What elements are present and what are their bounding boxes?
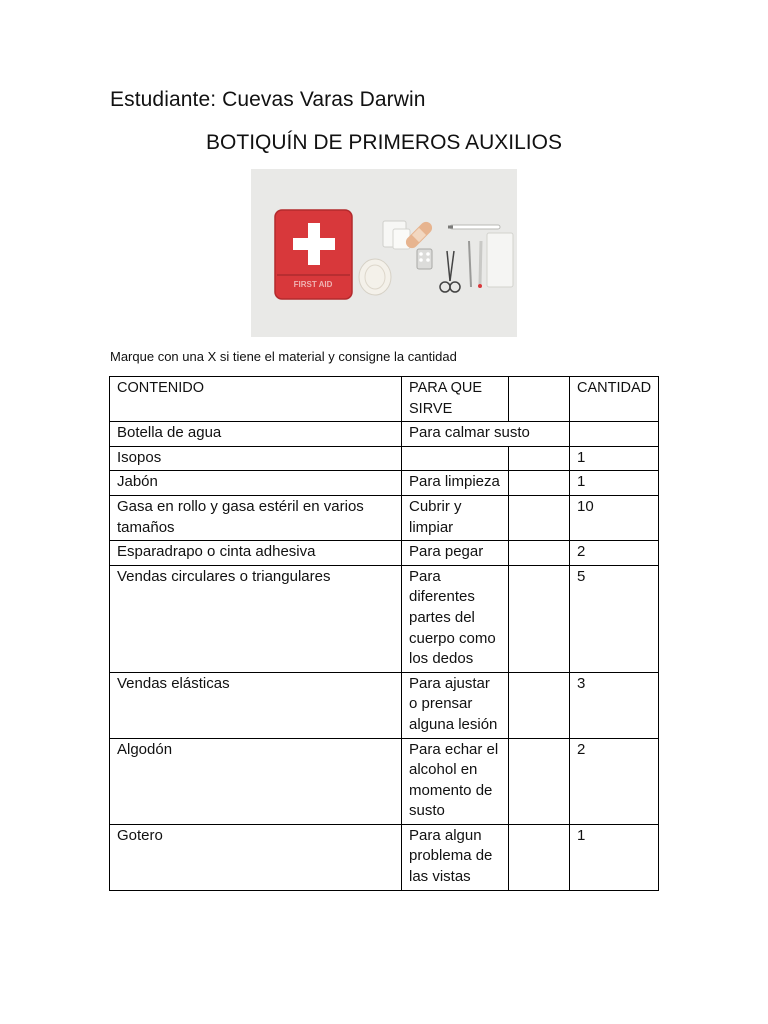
thermometer <box>450 225 500 229</box>
header-cantidad: CANTIDAD <box>570 377 659 422</box>
cell-cantidad: 3 <box>570 672 659 738</box>
cell-check <box>509 672 570 738</box>
student-name: Estudiante: Cuevas Varas Darwin <box>110 88 426 111</box>
first-aid-kit-photo <box>251 169 517 337</box>
cell-contenido: Algodón <box>110 738 402 824</box>
kit-label: FIRST AID <box>293 280 333 289</box>
cell-para-que-sirve: Para pegar <box>402 541 509 566</box>
cell-para-que-sirve: Para limpieza <box>402 471 509 496</box>
sterile-envelope <box>487 233 513 287</box>
kit-contents-table <box>109 376 659 891</box>
cell-cantidad: 10 <box>570 495 659 540</box>
cell-cantidad: 1 <box>570 471 659 496</box>
table-row <box>110 672 659 738</box>
cell-contenido: Esparadrapo o cinta adhesiva <box>110 541 402 566</box>
pill-pack <box>417 249 432 269</box>
cell-check <box>509 446 570 471</box>
cell-cantidad: 2 <box>570 738 659 824</box>
cell-cantidad: 1 <box>570 824 659 890</box>
cell-cantidad <box>570 422 659 447</box>
page-title: BOTIQUÍN DE PRIMEROS AUXILIOS <box>206 131 562 154</box>
cell-check <box>509 541 570 566</box>
cell-para-que-sirve: Para echar el alcohol en momento de susto <box>402 738 509 824</box>
cell-contenido: Isopos <box>110 446 402 471</box>
table-row <box>110 824 659 890</box>
cell-contenido: Gotero <box>110 824 402 890</box>
table-row <box>110 422 659 447</box>
cell-check <box>509 495 570 540</box>
table-row <box>110 541 659 566</box>
cell-para-que-sirve <box>402 446 509 471</box>
cell-para-que-sirve: Cubrir y limpiar <box>402 495 509 540</box>
cell-cantidad: 2 <box>570 541 659 566</box>
cell-check <box>509 824 570 890</box>
cell-check <box>509 471 570 496</box>
cell-contenido: Botella de agua <box>110 422 402 447</box>
dropper <box>480 241 481 284</box>
cell-check <box>509 565 570 672</box>
cell-para-que-sirve: Para ajustar o prensar alguna lesión <box>402 672 509 738</box>
header-check <box>509 377 570 422</box>
table-row <box>110 446 659 471</box>
table-row <box>110 495 659 540</box>
header-contenido: CONTENIDO <box>110 377 402 422</box>
table-row <box>110 565 659 672</box>
cell-contenido: Gasa en rollo y gasa estéril en varios tamaños <box>110 495 402 540</box>
cell-para-que-sirve: Para algun problema de las vistas <box>402 824 509 890</box>
header-para-que-sirve: PARA QUE SIRVE <box>402 377 509 422</box>
table-row <box>110 738 659 824</box>
table-row <box>110 471 659 496</box>
table-header-row <box>110 377 659 422</box>
cell-contenido: Vendas circulares o triangulares <box>110 565 402 672</box>
instruction-text: Marque con una X si tiene el material y consigne la cantidad <box>110 349 457 364</box>
cell-cantidad: 5 <box>570 565 659 672</box>
cell-para-que-sirve: Para calmar susto <box>402 422 570 447</box>
cell-contenido: Jabón <box>110 471 402 496</box>
cell-contenido: Vendas elásticas <box>110 672 402 738</box>
cell-check <box>509 738 570 824</box>
cell-cantidad: 1 <box>570 446 659 471</box>
cell-para-que-sirve: Para diferentes partes del cuerpo como los dedos <box>402 565 509 672</box>
bandage-roll <box>359 259 391 295</box>
